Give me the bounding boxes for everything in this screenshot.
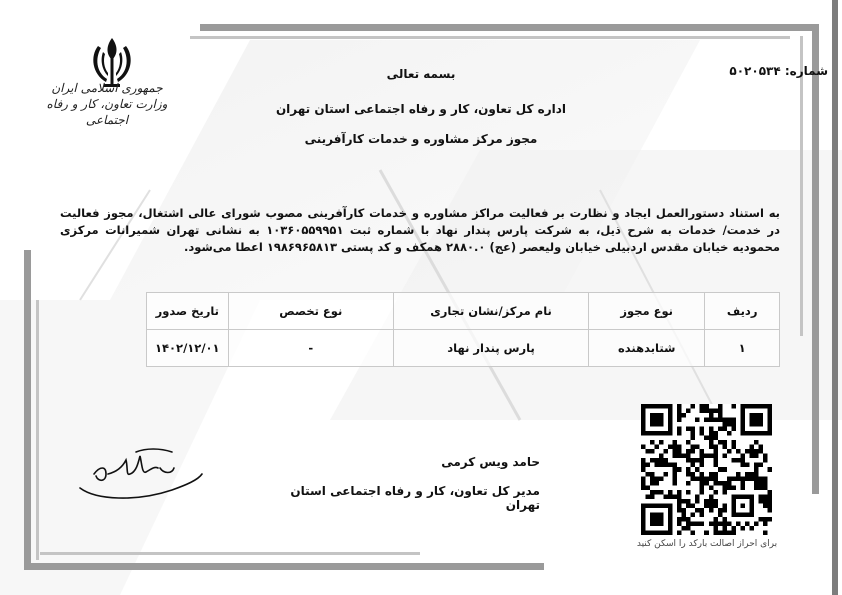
table-header-row: [147, 293, 780, 330]
table-row: [147, 330, 780, 367]
cell-issue-date: ۱۴۰۲/۱۲/۰۱: [147, 330, 229, 367]
qr-caption: برای احراز اصالت بارکد را اسکن کنید: [636, 539, 778, 549]
license-table: [146, 292, 780, 367]
cell-license-type: شتابدهنده: [589, 330, 705, 367]
cell-center-name: پارس پندار نهاد: [394, 330, 589, 367]
header-specialty: نوع تخصص: [228, 293, 393, 330]
office-name: اداره کل تعاون، کار و رفاه اجتماعی استان تهران: [275, 102, 567, 116]
document-title: مجوز مرکز مشاوره و خدمات کارآفرینی: [304, 132, 538, 146]
ministry-name: [24, 80, 190, 128]
ministry-line-2: وزارت تعاون، کار و رفاه اجتماعی: [46, 97, 168, 127]
header-center-name: نام مرکز/نشان تجاری: [394, 293, 589, 330]
header-license-type: نوع مجوز: [589, 293, 705, 330]
basmala: بسمه تعالی: [386, 67, 456, 81]
ministry-line-1: جمهوری اسلامی ایران: [51, 81, 163, 95]
qr-code[interactable]: [641, 404, 772, 535]
cell-row-number: ۱: [705, 330, 780, 367]
header-issue-date: تاریخ صدور: [147, 293, 229, 330]
signer-name: حامد ویس کرمی: [441, 455, 540, 469]
document-number: شماره: ۵۰۲۰۵۳۴: [729, 64, 828, 78]
handwritten-signature: [76, 444, 206, 504]
license-body-text: به استناد دستورالعمل ایجاد و نظارت بر فعالیت مراکز مشاوره و خدمات کارآفرینی مصوب شورای عالی اشتغال، مجوز فعالیت در خدمت/ خدمات به شرح ذیل، به شرکت پارس پندار نهاد با شماره ثبت ۱۰۳۶۰۵۵۹۹۵۱ به نشانی تهران شمیرانات مرکزی محمودیه خیابان مقدس اردبیلی خیابان ولیعصر (عج) ۲۸۸۰.۰ همکف و کد پستی ۱۹۸۶۹۶۵۸۱۳ اعطا می‌شود.: [60, 206, 780, 254]
cell-specialty: -: [228, 330, 393, 367]
header-row-number: ردیف: [705, 293, 780, 330]
signer-title: مدیر کل تعاون، کار و رفاه اجتماعی استان تهران: [290, 484, 540, 512]
